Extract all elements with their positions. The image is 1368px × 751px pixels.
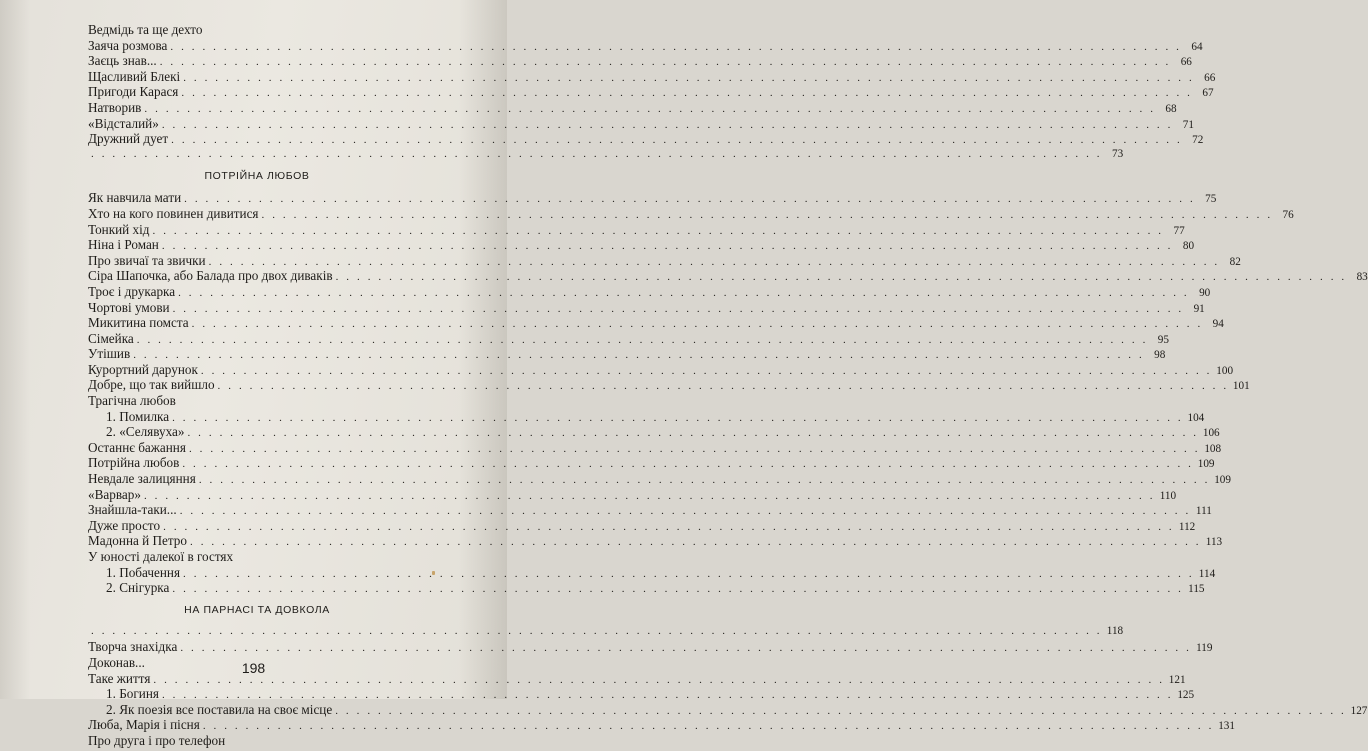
entry-page-number: 98: [1154, 349, 1166, 362]
toc-entry: [88, 84, 1214, 100]
toc-entry: [88, 330, 1169, 347]
dot-leader: [189, 442, 1200, 458]
entry-page-number: 121: [1168, 673, 1186, 686]
dot-leader: [163, 520, 1174, 536]
dot-leader: [172, 411, 1183, 427]
entry-page-number: 91: [1193, 302, 1205, 315]
entry-title: Хто на кого повинен дивитися: [88, 205, 259, 221]
toc-entry: [88, 549, 426, 565]
dot-leader: [162, 239, 1173, 255]
entry-title: Творча знахідка: [88, 639, 178, 655]
toc-entry: [88, 580, 1205, 596]
section-heading: ПОТРІЙНА ЛЮБОВ: [204, 170, 310, 183]
entry-title: Заєць знав...: [88, 53, 157, 69]
entry-title: Чортові умови: [88, 299, 170, 315]
entry-page-number: 90: [1199, 286, 1211, 299]
toc-entry: [88, 686, 1195, 702]
entry-page-number: 114: [1198, 567, 1216, 580]
toc-entry: [88, 408, 1205, 425]
dot-leader: [192, 317, 1203, 333]
entry-page-number: 72: [1192, 134, 1204, 147]
entry-page-number: 82: [1229, 255, 1241, 268]
dot-leader: [153, 224, 1164, 240]
toc-entry: [88, 424, 1220, 440]
entry-title: Тонкий хід: [88, 221, 150, 237]
toc-entry: [88, 624, 1124, 640]
dot-leader: [181, 86, 1192, 102]
toc-entry: [88, 147, 1124, 163]
dot-leader: [336, 270, 1347, 286]
toc-entry: [88, 205, 1294, 222]
entry-title: Трагічна любов: [88, 393, 176, 409]
dot-leader: [183, 71, 1194, 87]
toc-entry: [88, 455, 1215, 471]
entry-page-number: 100: [1216, 364, 1234, 377]
dot-leader: [190, 535, 1201, 551]
entry-page-number: 127: [1350, 704, 1368, 717]
entry-page-number: 77: [1173, 224, 1185, 237]
entry-title: Курортний дарунок: [88, 361, 198, 377]
entry-title: «Відсталий»: [88, 115, 159, 131]
entry-title: Знайшла-таки...: [88, 502, 177, 518]
entry-page-number: 104: [1187, 411, 1205, 424]
entry-title: 2. Як поезія все поставила на своє місце: [106, 701, 333, 717]
entry-page-number: 68: [1165, 102, 1177, 115]
entry-title: Пригоди Карася: [88, 84, 179, 100]
entry-page-number: 66: [1180, 56, 1192, 69]
toc-entry: [88, 393, 426, 409]
entry-title: Добре, що так вийшло: [88, 377, 215, 393]
toc-entry: [88, 252, 1241, 269]
toc-entry: [88, 439, 1222, 456]
entry-page-number: 67: [1202, 87, 1214, 100]
toc-entry: [88, 486, 1177, 503]
entry-page-number: 109: [1197, 458, 1215, 471]
toc-entry: [88, 471, 1231, 487]
entry-title: Заяча розмова: [88, 37, 168, 53]
toc-entry: [88, 131, 1204, 147]
entry-title: 1. Богиня: [106, 686, 159, 702]
toc-entry: [88, 283, 1211, 300]
entry-page-number: 106: [1202, 427, 1220, 440]
dot-leader: [180, 504, 1191, 520]
toc-entry: [88, 237, 1195, 253]
toc-entry: [88, 517, 1196, 534]
entry-page-number: 112: [1178, 520, 1196, 533]
dot-leader: [91, 624, 1102, 640]
entry-title: Мадонна й Петро: [88, 533, 187, 549]
toc-entry: [88, 299, 1205, 316]
entry-page-number: 131: [1218, 720, 1235, 733]
entry-page-number: 83: [1356, 271, 1368, 284]
toc-entry: [88, 221, 1185, 238]
dot-leader: [144, 489, 1155, 505]
page-number: 198: [241, 660, 266, 676]
entry-title: Сімейка: [88, 330, 134, 346]
entry-title: 2. Снігурка: [106, 580, 170, 596]
entry-title: Сіра Шапочка, або Балада про двох диваків: [88, 268, 333, 284]
dot-leader: [144, 102, 1155, 118]
dot-leader: [91, 147, 1102, 163]
entry-title: Про друга і про телефон: [88, 732, 226, 748]
entry-page-number: 118: [1106, 624, 1124, 637]
dot-leader: [218, 379, 1229, 395]
entry-page-number: 71: [1182, 118, 1194, 131]
toc-entry: [88, 68, 1216, 85]
toc-entry: [88, 639, 1213, 655]
dot-leader: [172, 582, 1183, 598]
dot-leader: [137, 333, 1148, 349]
entry-title: Про звичаї та звички: [88, 252, 206, 268]
dot-leader: [184, 192, 1195, 208]
entry-title: Натворив: [88, 99, 142, 115]
entry-page-number: 64: [1191, 40, 1203, 53]
entry-title: Дружний дует: [88, 131, 169, 147]
entry-title: Микитина помста: [88, 315, 189, 331]
entry-page-number: 109: [1214, 474, 1231, 487]
dot-leader: [173, 302, 1184, 318]
dot-leader: [170, 40, 1181, 56]
toc-entry: [88, 346, 1166, 362]
toc-entry: [88, 701, 1368, 718]
page-shadow-left: [0, 0, 30, 699]
toc-entry: [88, 22, 426, 38]
entry-page-number: 111: [1195, 505, 1212, 518]
entry-title: Утішив: [88, 346, 131, 362]
dot-leader: [187, 426, 1198, 442]
toc-entry: [88, 733, 426, 749]
paper-stain: [432, 571, 435, 575]
entry-title: 1. Помилка: [106, 408, 170, 424]
entry-title: Ніна і Роман: [88, 237, 159, 253]
entry-title: 2. «Селявуха»: [106, 424, 185, 440]
entry-page-number: 76: [1282, 208, 1294, 221]
dot-leader: [183, 567, 1194, 583]
toc-section: [88, 167, 1368, 596]
toc-entry: [88, 37, 1203, 54]
entry-page-number: 115: [1188, 583, 1205, 596]
entry-page-number: 75: [1205, 193, 1217, 206]
dot-leader: [199, 473, 1210, 489]
entry-title: Як навчила мати: [88, 190, 182, 206]
toc-entry: [88, 533, 1223, 549]
dot-leader: [262, 208, 1273, 224]
entry-title: Доконав...: [88, 654, 145, 670]
dot-leader: [182, 457, 1193, 473]
entry-page-number: 95: [1157, 333, 1169, 346]
dot-leader: [203, 719, 1214, 735]
toc-entry: [88, 717, 1235, 733]
entry-page-number: 80: [1182, 240, 1195, 253]
entry-page-number: 108: [1204, 442, 1222, 455]
entry-page-number: 110: [1159, 489, 1177, 502]
entry-page-number: 66: [1204, 71, 1216, 84]
toc-entry: [88, 502, 1212, 518]
entry-title: Троє і друкарка: [88, 283, 176, 299]
section-heading: НА ПАРНАСІ ТА ДОВКОЛА: [184, 603, 330, 616]
entry-title: Таке життя: [88, 670, 151, 686]
entry-title: Ведмідь та ще дехто: [88, 22, 203, 37]
toc-entry: [88, 315, 1224, 331]
dot-leader: [209, 255, 1220, 271]
entry-title: «Варвар»: [88, 486, 141, 502]
entry-title: У юності далекої в гостях: [88, 549, 234, 564]
toc-entry: [88, 115, 1194, 132]
dot-leader: [162, 118, 1173, 134]
entry-page-number: 73: [1111, 147, 1124, 160]
toc-entry: [88, 377, 1250, 393]
entry-title: Потрійна любов: [88, 455, 180, 471]
entry-title: Щасливий Блекі: [88, 68, 181, 84]
toc-section: [88, 22, 1216, 162]
toc-entry: [88, 53, 1192, 69]
entry-page-number: 94: [1212, 318, 1224, 331]
toc-entry: [88, 99, 1177, 116]
entry-title: Люба, Марія і пісня: [88, 717, 200, 733]
entry-page-number: 113: [1205, 536, 1223, 549]
entry-page-number: 119: [1196, 642, 1213, 655]
dot-leader: [180, 641, 1191, 657]
entry-title: Невдале залицяння: [88, 471, 196, 487]
toc-entry: [88, 361, 1234, 378]
dot-leader: [133, 348, 1144, 364]
toc-entry: [88, 564, 1216, 581]
entry-title: 1. Побачення: [106, 564, 181, 580]
dot-leader: [335, 704, 1346, 720]
toc-entry: [88, 268, 1368, 284]
dot-leader: [201, 364, 1212, 380]
dot-leader: [160, 55, 1171, 71]
toc-entry: [88, 190, 1217, 206]
dot-leader: [178, 286, 1189, 302]
entry-page-number: 101: [1232, 380, 1250, 393]
entry-page-number: 125: [1177, 689, 1195, 702]
entry-title: Дуже просто: [88, 517, 161, 533]
entry-title: Останнє бажання: [88, 439, 186, 455]
table-of-contents: [88, 22, 1368, 749]
